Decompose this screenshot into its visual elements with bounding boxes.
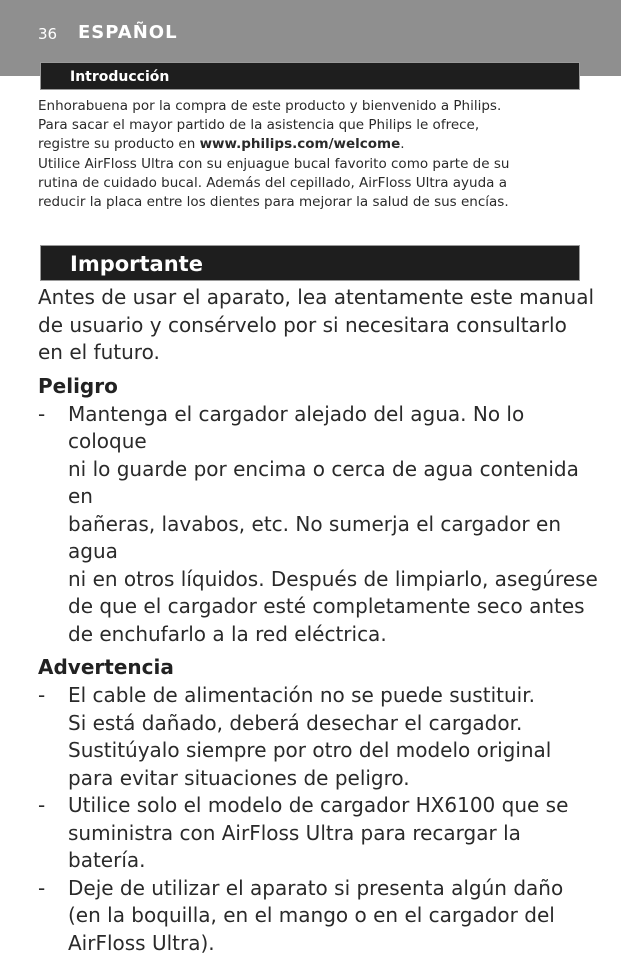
- page-number: 36: [38, 25, 58, 43]
- item-line: ni en otros líquidos. Después de limpiarlo, asegúrese: [68, 566, 598, 591]
- intro-line: Enhorabuena por la compra de este producto y bienvenido a Philips.: [38, 98, 502, 114]
- item-line: (en la boquilla, en el mango o en el cargador del: [68, 903, 555, 927]
- section-title-important: Importante: [70, 252, 203, 276]
- item-line: El cable de alimentación no se puede sustituir.: [68, 683, 535, 707]
- intro-line: rutina de cuidado bucal. Además del cepillado, AirFloss Ultra ayuda a: [38, 174, 507, 191]
- list-item: [38, 792, 598, 875]
- philips-url-link[interactable]: www.philips.com/welcome: [199, 136, 401, 153]
- item-line: Mantenga el cargador alejado del agua. No lo coloque: [68, 401, 525, 453]
- dash-bullet: -: [38, 793, 46, 817]
- item-line: AirFloss Ultra).: [68, 930, 215, 955]
- intro-line: Para sacar el mayor partido de la asistencia que Philips le ofrece,: [38, 117, 480, 134]
- item-line: ni lo guarde por encima o cerca de agua contenida en: [68, 456, 579, 508]
- item-line: Deje de utilizar el aparato si presenta algún daño: [68, 875, 564, 900]
- danger-heading: Peligro: [38, 373, 118, 398]
- warning-heading: Advertencia: [38, 655, 174, 679]
- item-line: Utilice solo el modelo de cargador HX6100 que se: [68, 793, 569, 817]
- introduction-text: [38, 97, 598, 212]
- intro-line: Utilice AirFloss Ultra con su enjuague bucal favorito como parte de su: [38, 155, 510, 172]
- dash-bullet: -: [38, 401, 46, 426]
- dash-bullet: -: [38, 683, 46, 707]
- list-item: [38, 401, 598, 649]
- list-item: [38, 682, 598, 792]
- item-line: Si está dañado, deberá desechar el cargador.: [68, 710, 523, 735]
- language-title: ESPAÑOL: [78, 22, 178, 43]
- intro-line: reducir la placa entre los dientes para mejorar la salud de sus encías.: [38, 194, 509, 211]
- item-line: suministra con AirFloss Ultra para recargar la batería.: [68, 820, 521, 872]
- item-line: Sustitúyalo siempre por otro del modelo original: [68, 738, 552, 762]
- item-line: para evitar situaciones de peligro.: [68, 765, 410, 790]
- danger-list: [38, 401, 598, 649]
- important-lead: [38, 284, 598, 367]
- lead-line: en el futuro.: [38, 340, 160, 364]
- lead-line: Antes de usar el aparato, lea atentamente este manual: [38, 285, 595, 309]
- warning-list: [38, 682, 598, 957]
- intro-line-prefix: registre su producto en: [38, 136, 200, 153]
- intro-line-suffix: .: [400, 136, 405, 153]
- important-content: [38, 284, 598, 961]
- section-title-introduction: Introducción: [70, 69, 170, 85]
- item-line: de enchufarlo a la red eléctrica.: [68, 621, 387, 646]
- dash-bullet: -: [38, 875, 46, 900]
- section-bar-important: [40, 245, 580, 281]
- intro-line: [38, 135, 598, 154]
- lead-line: de usuario y consérvelo por si necesitara consultarlo: [38, 312, 567, 337]
- list-item: [38, 875, 598, 958]
- item-line: bañeras, lavabos, etc. No sumerja el cargador en agua: [68, 511, 561, 563]
- section-bar-introduction: [40, 62, 580, 90]
- item-line: de que el cargador esté completamente seco antes: [68, 594, 585, 618]
